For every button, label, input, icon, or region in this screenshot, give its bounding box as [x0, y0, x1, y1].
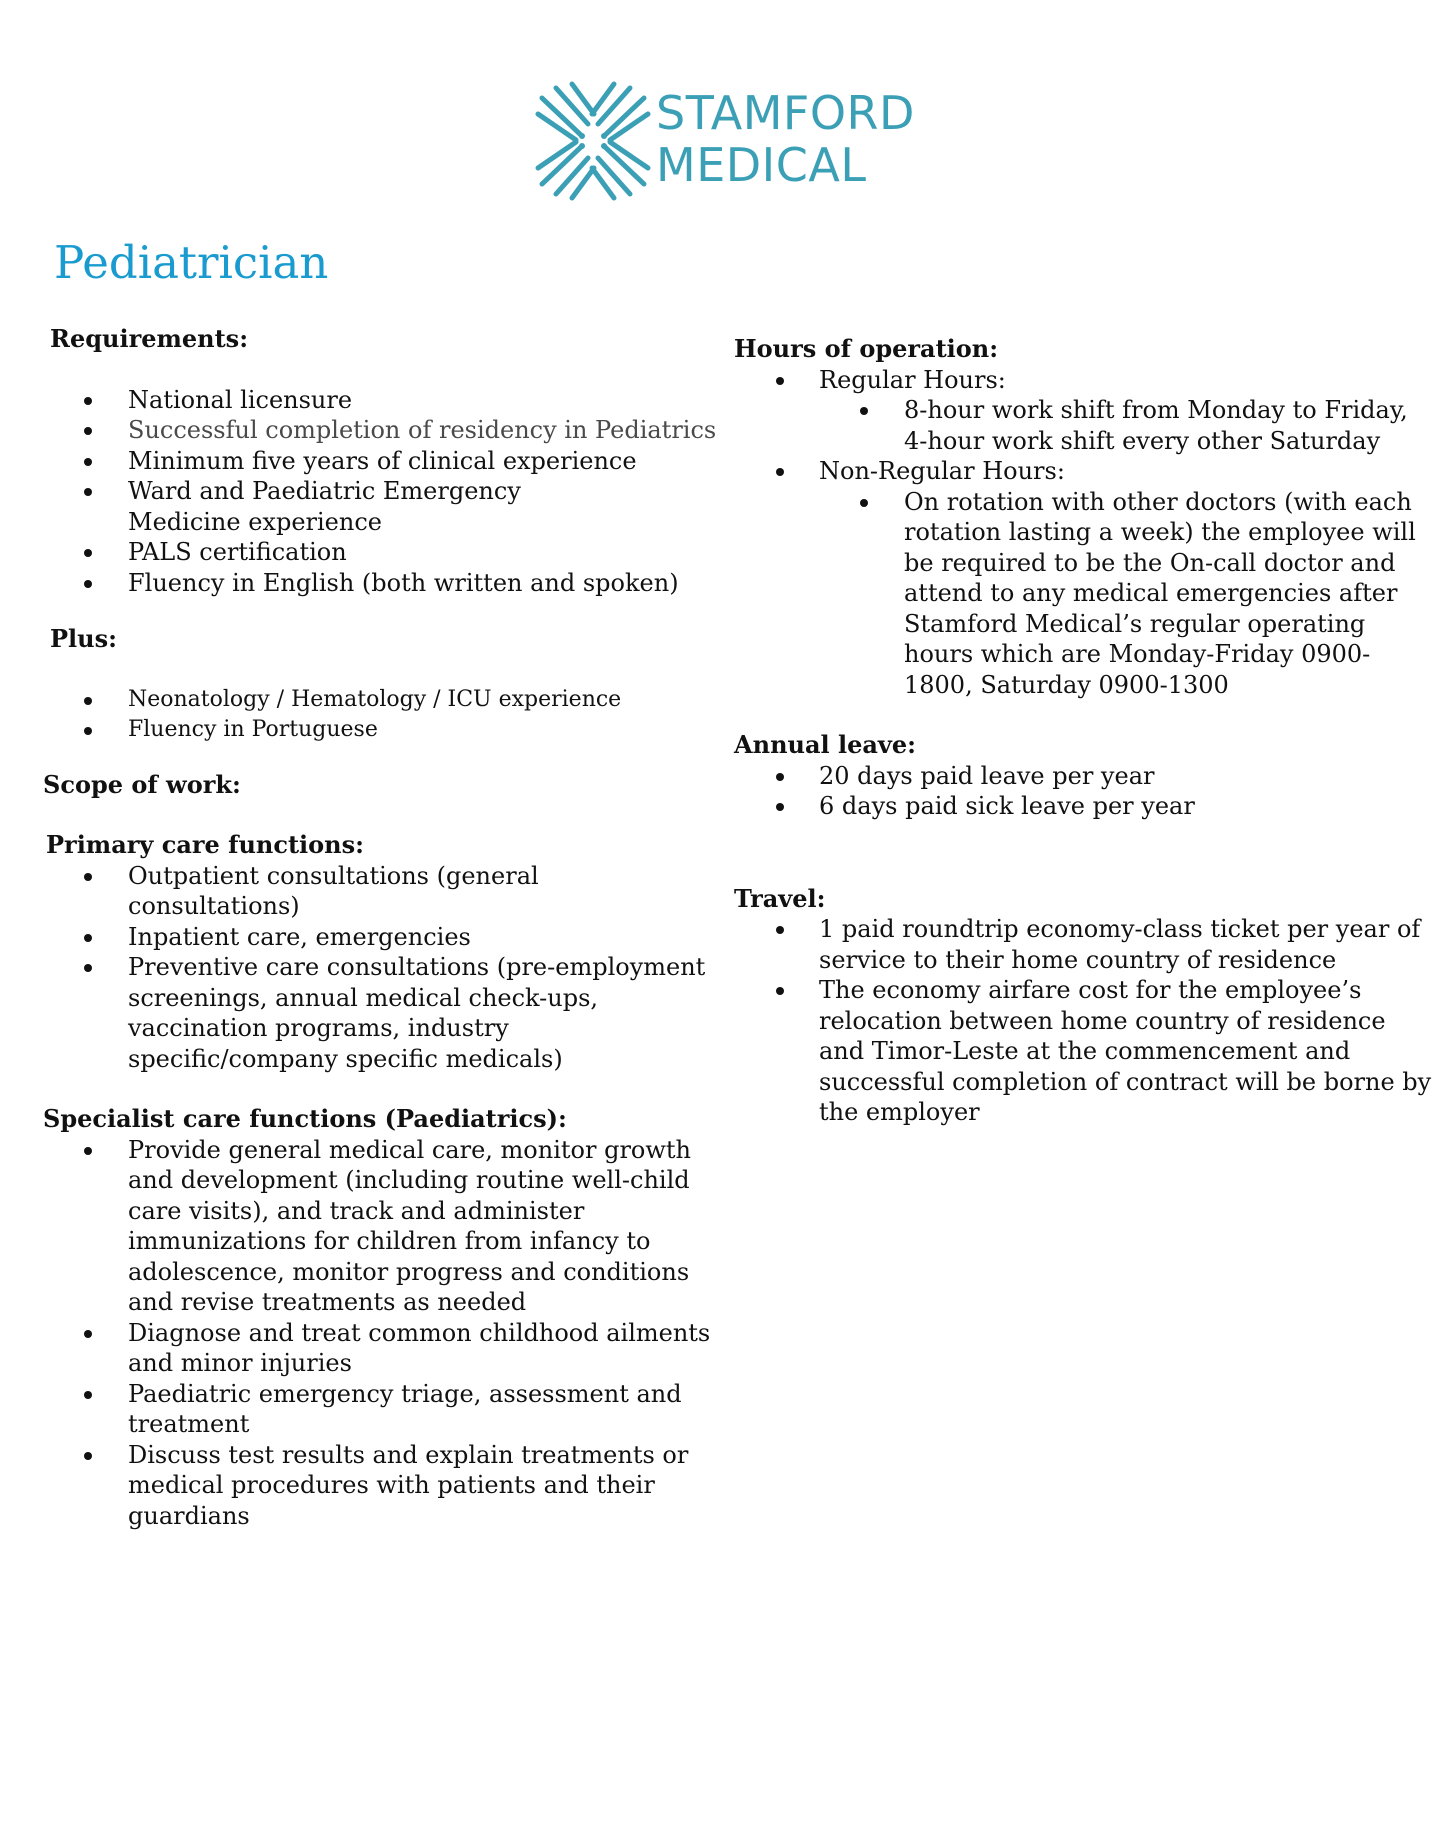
scope-heading: Scope of work:	[43, 769, 241, 799]
list-item: Outpatient consultations (general consultations)	[50, 861, 710, 922]
company-logo	[532, 78, 932, 204]
annual-leave-list	[734, 761, 1434, 822]
list-item: Discuss test results and explain treatments or medical procedures with patients and their guardians	[50, 1440, 720, 1532]
list-item: Paediatric emergency triage, assessment and treatment	[50, 1379, 720, 1440]
specialist-care-heading: Specialist care functions (Paediatrics):	[43, 1104, 567, 1133]
list-item: The economy airfare cost for the employee’s relocation between home country of residence and Timor-Leste at the commencement and successful completion of contract will be borne by the employer	[734, 975, 1434, 1128]
list-item: Provide general medical care, monitor growth and development (including routine well-child care visits), and track and administer immunizations for children from infancy to adolescence, monitor progress and conditions and revise treatments as needed	[50, 1135, 720, 1318]
travel-list	[734, 914, 1434, 1128]
left-column	[43, 324, 720, 1531]
stamford-emblem-icon	[532, 78, 654, 204]
nonregular-hours-sublist	[734, 487, 1434, 701]
primary-care-list	[50, 861, 720, 1075]
regular-hours-label: Regular Hours:	[819, 365, 1006, 394]
list-item: On rotation with other doctors (with each rotation lasting a week) the employee will be required to be the On-call doctor and attend to any medical emergencies after Stamford Medical’s regular operating hours which are Monday-Friday 0900-1800, Saturday 0900-1300	[734, 487, 1434, 701]
list-item: 1 paid roundtrip economy-class ticket per year of service to their home country of residence	[734, 914, 1434, 975]
right-column	[734, 334, 1434, 1128]
list-item: Inpatient care, emergencies	[50, 922, 710, 953]
requirements-heading: Requirements:	[50, 324, 249, 353]
list-item: Preventive care consultations (pre-employment screenings, annual medical check-ups, vaccination programs, industry specific/company specific medicals)	[50, 952, 710, 1074]
hours-list-2	[734, 456, 1434, 487]
nonregular-hours-label: Non-Regular Hours:	[819, 457, 1065, 485]
list-item: Fluency in English (both written and spoken)	[50, 568, 720, 599]
list-item: Successful completion of residency in Pediatrics	[50, 415, 720, 446]
list-item	[734, 365, 1434, 396]
page-title: Pediatrician	[54, 236, 329, 289]
requirements-list	[50, 385, 720, 599]
specialist-care-list	[50, 1135, 720, 1532]
logo-line-1: STAMFORD	[656, 86, 915, 140]
list-item: Fluency in Portuguese	[50, 715, 720, 746]
list-item: Minimum five years of clinical experience	[50, 446, 720, 477]
list-item: PALS certification	[50, 537, 720, 568]
list-item	[734, 456, 1434, 487]
regular-hours-sublist	[734, 395, 1434, 456]
list-item: Ward and Paediatric Emergency Medicine experience	[50, 476, 720, 537]
list-item: National licensure	[50, 385, 720, 416]
list-item: Neonatology / Hematology / ICU experience	[50, 685, 720, 716]
logo-line-2: MEDICAL	[656, 138, 867, 192]
list-item: 20 days paid leave per year	[734, 761, 1434, 792]
hours-heading: Hours of operation:	[734, 334, 999, 363]
primary-care-heading: Primary care functions:	[46, 830, 364, 859]
list-item: 8-hour work shift from Monday to Friday, 4-hour work shift every other Saturday	[734, 395, 1434, 456]
annual-leave-heading: Annual leave:	[734, 730, 917, 759]
plus-heading: Plus:	[50, 624, 117, 653]
plus-list	[50, 685, 720, 746]
hours-list	[734, 365, 1434, 396]
list-item: 6 days paid sick leave per year	[734, 791, 1434, 822]
list-item: Diagnose and treat common childhood ailments and minor injuries	[50, 1318, 720, 1379]
travel-heading: Travel:	[734, 883, 826, 913]
